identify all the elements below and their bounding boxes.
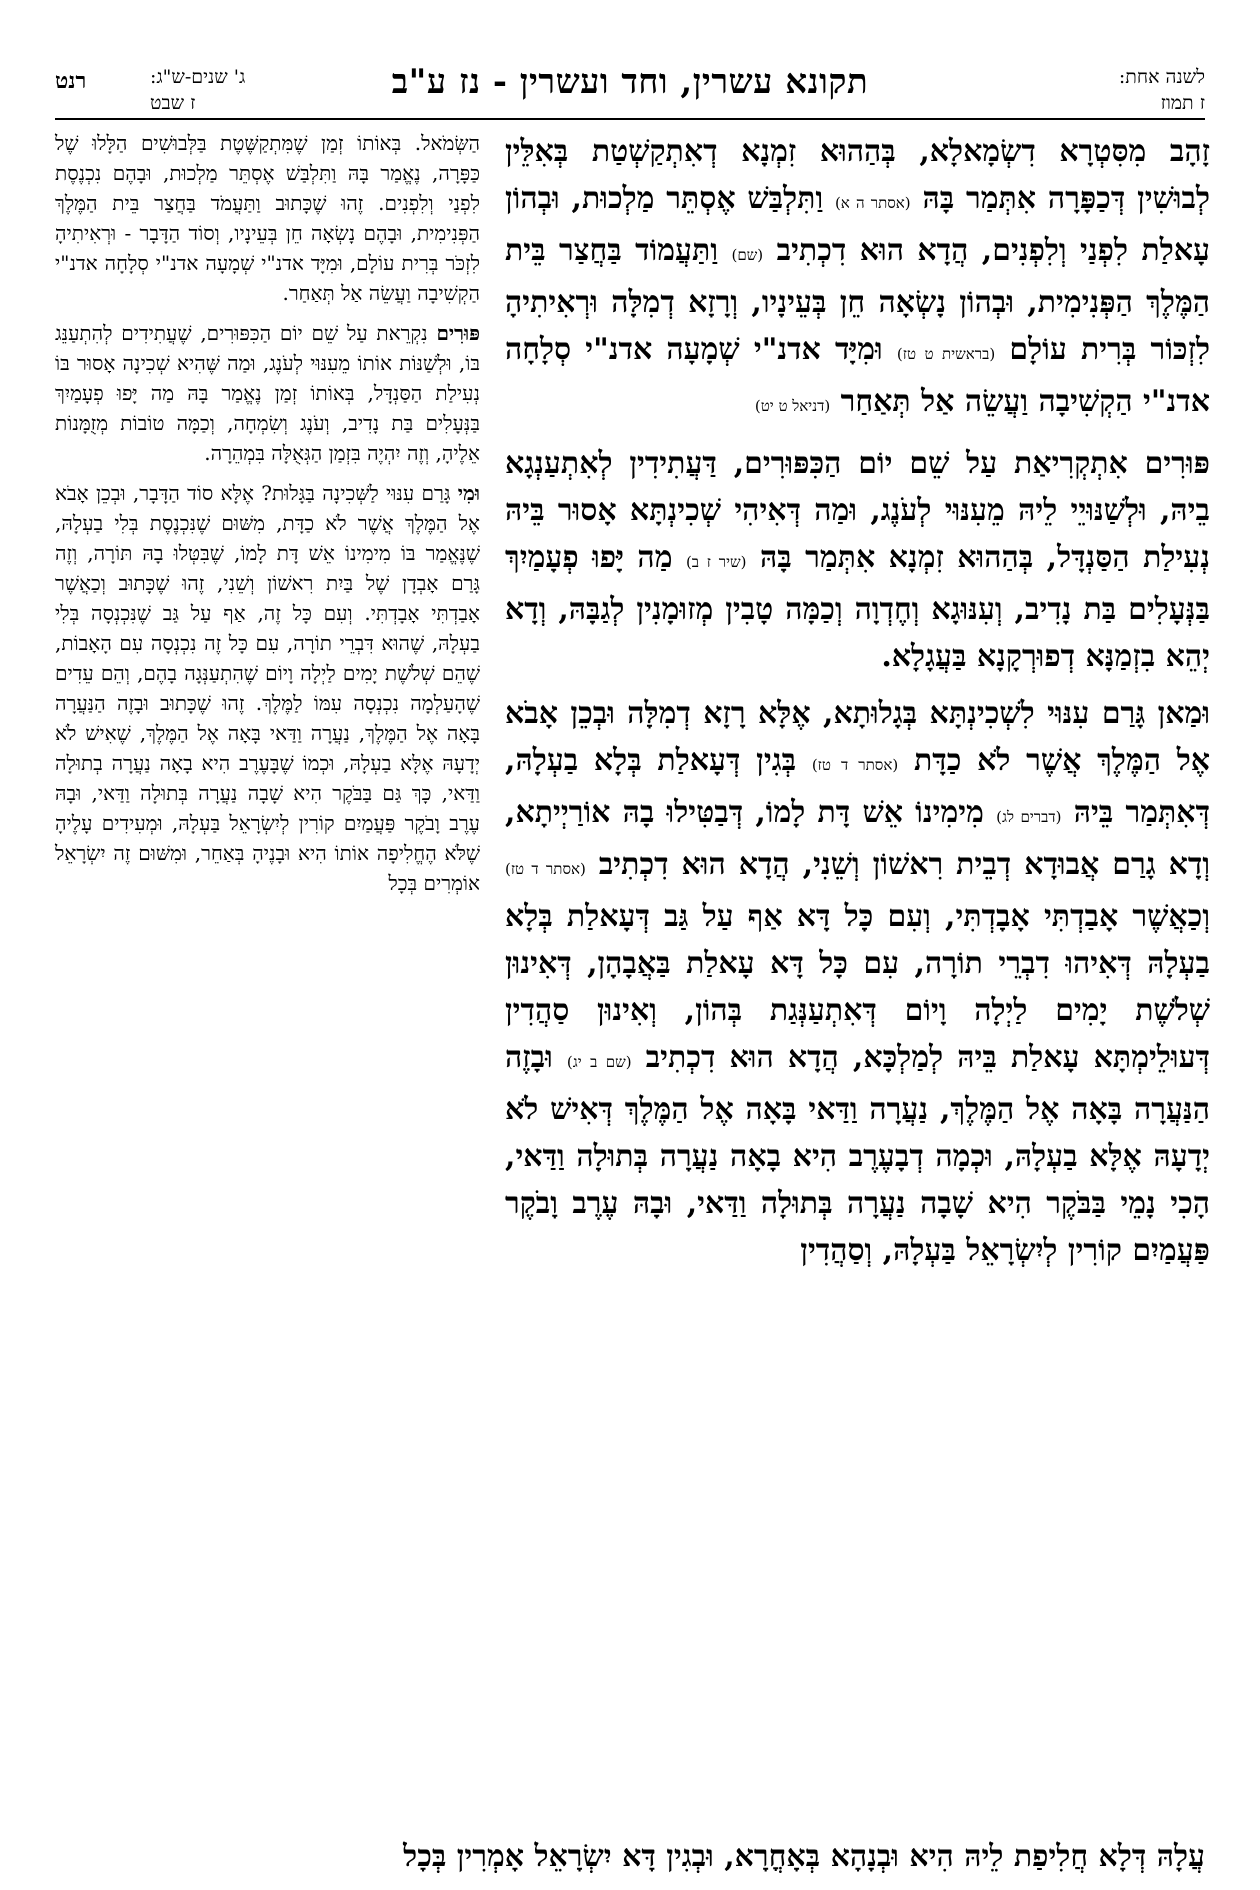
- page-header: [55, 62, 1205, 112]
- source-ref: (שם ב יג): [566, 1053, 632, 1071]
- main-p1-text-4: וּמִיָּד אדנ"י שְׁמָעָה אדנ"י סְלָחָה אדנ"י הַקְשִׁיבָה וַעֲשֵׂה אַל תְּאַחַר: [505, 332, 1210, 419]
- main-p3-text-5: וּבָזֶה הַנַּעֲרָה בָּאָה אֶל הַמֶּלֶךְ, נַעֲרָה וַדַּאי בָּאָה אֶל הַמֶּלֶךְ דְּאִישׁ לֹא יְדָעָהּ אֶלָּא בַעְלָהּ, וּכְמָה דְבָעֶרֶב הִיא בָאָה נַעֲרָה בְּתוּלָה וַדַּאי, הָכִי נָמֵי בַּבֹּקֶר הִיא שָׁבָה נַעֲרָה בְּתוּלָה וַדַּאי, וּבָהּ עֶרֶב וָבֹקֶר פַּעֲמַיִם קוֹרִין לְיִשְׂרָאֵל בַּעְלָהּ, וְסַהֲדִין: [505, 1040, 1210, 1268]
- schedule-three-years-label: ג' שנים-ש"ג:: [150, 66, 246, 88]
- main-p2-text-1: פּוּרִים אִתְקְרִיאַת עַל שֵׁם יוֹם הַכִּפּוּרִים, דַּעֲתִידִין לְאִתְעַנְגָא בֵיהּ, וּלְשַׁנּוּיֵי לֵיהּ מֵעִנּוּי לְעֹנֶג, וּמַה דְּאִיהִי שְׁכִינְתָּא אָסוּר בֵּיהּ נְעִילַת הַסַּנְדָּל, בְּהַהוּא זִמְנָא אִתְּמַר בָּהּ: [505, 446, 1210, 575]
- side-paragraph-1: הַשְּׂמֹאל. בְּאוֹתוֹ זְמַן שֶׁמִּתְקַשֶּׁטֶת בַּלְּבוּשִׁים הַלָּלוּ שֶׁל כַּפָּרָה, נֶאֱמַר בָּהּ וַתִּלְבַּשׁ אֶסְתֵּר מַלְכוּת, וּבָהֶם נִכְנֶסֶת לִפְנַי וְלִפְנִים. זֶהוּ שֶׁכָּתוּב וַתַּעֲמֹד בַּחֲצַר בֵּית הַמֶּלֶךְ הַפְּנִימִית, וּבָהֶם נָשְׂאָה חֵן בְּעֵינָיו, וְסוֹד הַדָּבָר - וּרְאִיתִיהָ לִזְכֹּר בְּרִית עוֹלָם, וּמִיָּד אדנ"י שְׁמָעָה אדנ"י סְלָחָה אדנ"י הַקְשִׁיבָה וַעֲשֵׂה אַל תְּאַחַר.: [55, 131, 480, 305]
- source-ref: (שם): [731, 246, 764, 264]
- header-divider: [55, 118, 1205, 120]
- schedule-one-year-date: ז תמוז: [1160, 92, 1205, 114]
- main-paragraph-2: [505, 440, 1210, 680]
- side-p2-text: נִקְרֵאת עַל שֵׁם יוֹם הַכִּפּוּרִים, שֶׁעֲתִידִים לְהִתְעַנֵּג בּוֹ, וּלְשַׁנּוֹת אוֹתוֹ מֵעִנּוּי לְעֹנֶג, וּמַה שֶּׁהִיא שְׁכִינָה אָסוּר בּוֹ נְעִילַת הַסַּנְדָּל, בְּאוֹתוֹ זְמַן נֶאֱמַר בָּהּ מַה יָּפוּ פְעָמַיִךְ בַּנְּעָלִים בַּת נָדִיב, וְעֹנֶג וְשִׂמְחָה, וְכַמָּה טוֹבוֹת מְזֻמָּנוֹת אֵלֶיהָ, וְזֶה יִהְיֶה בִּזְמַן הַגְּאֻלָּה בִּמְהֵרָה.: [55, 321, 480, 465]
- source-ref: (בראשית ט טז): [896, 345, 996, 363]
- bottom-continuation-line: עֲלָהּ דְּלָא חֲלִיפַת לֵיהּ הִיא וּבְנָהָא בְּאָחֳרָא, וּבְגִין דָּא יִשְׂרָאֵל אָמְרִין בְּכָל: [403, 1839, 1205, 1874]
- side-paragraph-2: [55, 318, 480, 468]
- main-p3-text-2: בְּגִין דְּעָאלַת בְּלָא בַעְלָהּ, דְּאִתְּמַר בֵּיהּ: [505, 743, 1210, 830]
- page-title: תקונא עשרין, וחד ועשרין - נז ע"ב: [391, 62, 869, 102]
- side-p2-lead-word: פּוּרִים: [436, 321, 480, 345]
- side-p3-text: גָּרַם עִנּוּי לַשְּׁכִינָה בַּגָּלוּת? אֶלָּא סוֹד הַדָּבָר, וּבְכֵן אָבֹא אֶל הַמֶּלֶךְ אֲשֶׁר לֹא כַדָּת, מִשּׁוּם שֶׁנִּכְנֶסֶת בְּלִי בַעְלָהּ, שֶׁנֶּאֱמַר בּוֹ מִימִינוֹ אֵשׁ דָּת לָמוֹ, שֶׁבִּטְּלוּ בָהּ תּוֹרָה, וְזֶה גָּרַם אָבְדָן שֶׁל בַּיִת רִאשׁוֹן וְשֵׁנִי, זֶהוּ שֶׁכָּתוּב וְכַאֲשֶׁר אָבַדְתִּי אָבָדְתִּי. וְעִם כָּל זֶה, אַף עַל גַּב שֶׁנִּכְנְסָה בְּלִי בַעְלָהּ, שֶׁהוּא דִּבְרֵי תוֹרָה, עִם כָּל זֶה נִכְנְסָה עִם הָאָבוֹת, שֶׁהֵם שְׁלֹשֶׁת יָמִים לַיְלָה וָיוֹם שֶׁהִתְעַנְּגָה בָהֶם, וְהֵם עֵדִים שֶׁהָעַלְמָה נִכְנְסָה עִמּוֹ לַמֶּלֶךְ. זֶהוּ שֶׁכָּתוּב וּבָזֶה הַנַּעֲרָה בָּאָה אֶל הַמֶּלֶךְ, נַעֲרָה וַדַּאי בָּאָה אֶל הַמֶּלֶךְ, שֶׁאִישׁ לֹא יְדָעָהּ אֶלָּא בַעְלָהּ, וּכְמוֹ שֶׁבָּעֶרֶב הִיא בָאָה נַעֲרָה בְתוּלָה וַדַּאי, כָּךְ גַּם בַּבֹּקֶר הִיא שָׁבָה נַעֲרָה בְּתוּלָה וַדַּאי, וּבָהּ עֶרֶב וָבֹקֶר פַּעֲמַיִם קוֹרִין לְיִשְׂרָאֵל בַּעְלָהּ, וּמְעִידִים עָלֶיהָ שֶׁלֹּא הֶחֱלִיפָה אוֹתוֹ הִיא וּבָנֶיהָ בְּאַחֵר, וּמִשּׁוּם זֶה יִשְׂרָאֵל אוֹמְרִים בְּכָל: [55, 481, 480, 895]
- side-paragraph-3: [55, 478, 480, 898]
- source-ref: (דברים לג): [996, 808, 1062, 826]
- main-p1-text-2: וַתִּלְבַּשׁ אֶסְתֵּר מַלְכוּת, וּבְהוֹן עָאלַת לִפְנַי וְלִפְנִים, הֲדָא הוּא דִכְתִיב: [505, 181, 1211, 268]
- schedule-three-years-date: ז שבט: [150, 92, 196, 114]
- main-p3-text-1: וּמַאן גָּרַם עִנּוּי לִשְׁכִינְתָּא בְּגָלוּתָא, אֶלָּא רָזָא דְמִלָּה וּבְכֵן אָבֹא אֶל הַמֶּלֶךְ אֲשֶׁר לֹא כַדָּת: [505, 696, 1211, 778]
- main-p3-text-3: מִימִינוֹ אֵשׁ דָּת לָמוֹ, דְּבַטִּילוּ בָהּ אוֹרַיְיתָא, וְדָא גָרַם אֲבוּדָא דְבֵית רִאשׁוֹן וְשֵׁנִי, הֲדָא הוּא דִכְתִיב: [505, 795, 1210, 882]
- hebrew-translation-column: [55, 128, 480, 908]
- source-ref: (דניאל ט יט): [754, 397, 831, 415]
- side-p3-lead-word: וּמִי: [457, 481, 481, 505]
- main-aramaic-column: [505, 128, 1210, 1284]
- source-ref: (אסתר ה א): [834, 194, 911, 212]
- source-ref: (אסתר ד טז): [811, 756, 899, 774]
- page-number: רנט: [55, 68, 87, 94]
- main-p3-text-4: וְכַאֲשֶׁר אָבַדְתִּי אָבָדְתִּי, וְעִם כָּל דָּא אַף עַל גַּב דְּעָאלַת בְּלָא בַעְלָהּ דְּאִיהוּ דִבְרֵי תוֹרָה, עִם כָּל דָּא עָאלַת בַּאֲבָהָן, דְּאִינוּן שְׁלֹשֶׁת יָמִים לַיְלָה וָיוֹם דְּאִתְעַנְּגַת בְּהוֹן, וְאִינוּן סַהֲדִין דְּעוּלֵימְתָּא עָאלַת בֵּיהּ לְמַלְכָּא, הֲדָא הוּא דִכְתִיב: [505, 899, 1210, 1075]
- main-p1-text-3: וַתַּעֲמוֹד בַּחֲצַר בֵּית הַמֶּלֶךְ הַפְּנִימִית, וּבְהוֹן נָשְׂאָה חֵן בְּעֵינָיו, וְרָזָא דְמִלָּה וּרְאִיתִיהָ לִזְכּוֹר בְּרִית עוֹלָם: [505, 233, 1210, 367]
- source-ref: (שיר ז ב): [685, 553, 747, 571]
- main-p2-text-2: מַה יָּפוּ פְעָמַיִךְ בַּנְּעָלִים בַּת נָדִיב, וְעִנּוּגָא וְחֶדְוָה וְכַמָּה טָבִין מְזוּמָנִין לְגַבָּהּ, וְדָא יְהֵא בִזְמַנָּא דְפוּרְקָנָא בַּעֲגָלָא.: [505, 540, 1210, 674]
- source-ref: (אסתר ד טז): [505, 860, 586, 878]
- main-paragraph-1: [505, 128, 1210, 430]
- schedule-one-year-label: לשנה אחת:: [1118, 66, 1205, 88]
- main-p1-text-1: זָהָב מִסִּטְרָא דִשְׂמָאלָא, בְּהַהוּא זִמְנָא דְאִתְקַשְׁטַת בְּאִלֵּין לְבוּשִׁין דְּכַפָּרָה אִתְּמַר בָּהּ: [505, 134, 1211, 216]
- main-paragraph-3: [505, 690, 1210, 1274]
